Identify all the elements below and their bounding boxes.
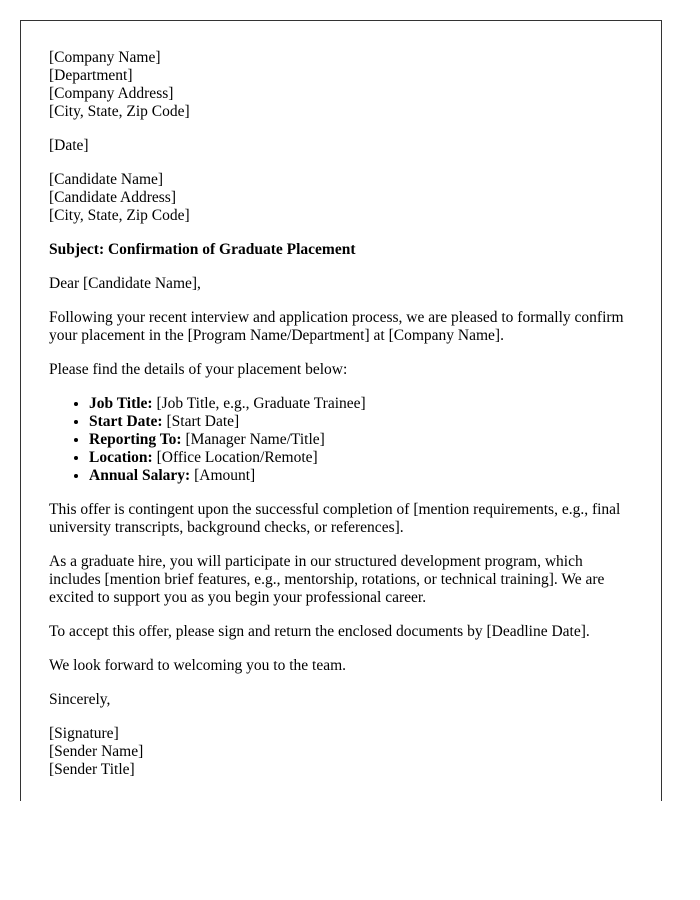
detail-item: • Reporting To: [Manager Name/Title] — [89, 431, 633, 449]
accept-paragraph: To accept this offer, please sign and return the enclosed documents by [Deadline Date]. — [49, 623, 590, 640]
recipient-address: [Candidate Name] [Candidate Address] [City, State, Zip Code] — [49, 171, 190, 224]
intro-paragraph: Following your recent interview and application process, we are pleased to formally confirm your placement in the [Program Name/Department] at [Company Name]. — [49, 309, 624, 344]
closing-line: We look forward to welcoming you to the team. — [49, 657, 347, 674]
detail-item: • Job Title: [Job Title, e.g., Graduate Trainee] — [89, 395, 633, 413]
details-intro: Please find the details of your placement below: — [49, 361, 348, 378]
signature-block: [Signature] [Sender Name] [Sender Title] — [49, 725, 144, 778]
subject-line: Subject: Confirmation of Graduate Placement — [49, 241, 356, 258]
placement-details-list — [49, 395, 633, 485]
salutation: Dear [Candidate Name], — [49, 275, 201, 292]
detail-item: • Location: [Office Location/Remote] — [89, 449, 633, 467]
signoff: Sincerely, — [49, 691, 111, 708]
program-paragraph: As a graduate hire, you will participate in our structured development program, which includes [mention brief features, e.g., mentorship, rotations, or technical training]. We are excited to support you as you begin your professional career. — [49, 553, 605, 606]
letter — [20, 20, 662, 801]
sender-address: [Company Name] [Department] [Company Address] [City, State, Zip Code] — [49, 49, 190, 120]
detail-item: • Start Date: [Start Date] — [89, 413, 633, 431]
detail-item: • Annual Salary: [Amount] — [89, 467, 633, 485]
contingency-paragraph: This offer is contingent upon the successful completion of [mention requirements, e.g., final university transcripts, background checks, or references]. — [49, 501, 621, 536]
letter-date: [Date] — [49, 137, 89, 154]
